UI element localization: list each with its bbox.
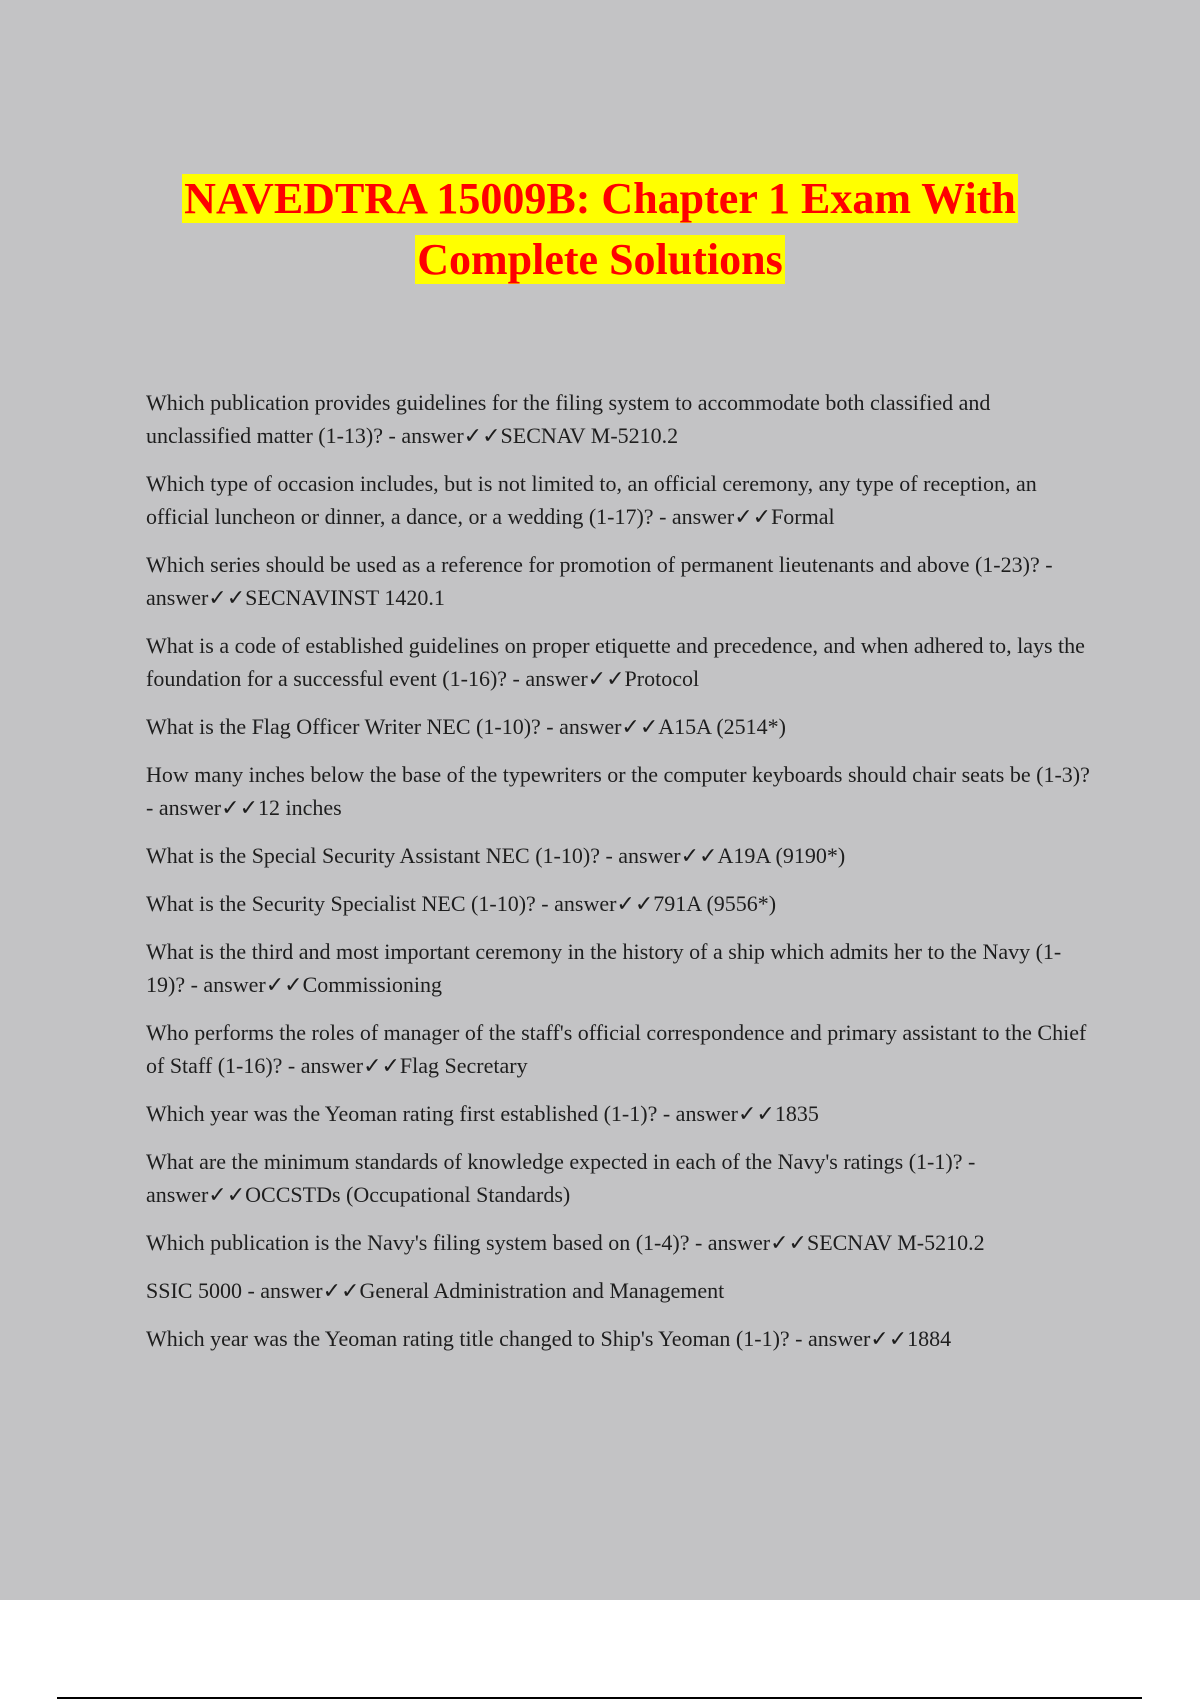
qa-item-14: SSIC 5000 - answer✓✓General Administration and Management bbox=[146, 1278, 725, 1303]
qa-item-7: What is the Special Security Assistant NEC (1-10)? - answer✓✓A19A (9190*) bbox=[146, 843, 846, 868]
title-line-1: NAVEDTRA 15009B: Chapter 1 Exam With bbox=[184, 174, 1016, 223]
qa-item-8: What is the Security Specialist NEC (1-10)? - answer✓✓791A (9556*) bbox=[146, 891, 777, 916]
qa-item-13: Which publication is the Navy's filing system based on (1-4)? - answer✓✓SECNAV M-5210.2 bbox=[146, 1230, 985, 1255]
qa-item-12: What are the minimum standards of knowledge expected in each of the Navy's ratings (1-1)? - answer✓✓OCCSTDs (Occupational Standards) bbox=[146, 1149, 976, 1207]
qa-item-10: Who performs the roles of manager of the staff's official correspondence and primary assistant to the Chief of Staff (1-16)? - answer✓✓Flag Secretary bbox=[146, 1020, 1087, 1078]
qa-item-1: Which publication provides guidelines for the filing system to accommodate both classified and unclassified matter (1-13)? - answer✓✓SECNAV M-5210.2 bbox=[146, 390, 991, 448]
qa-item-5: What is the Flag Officer Writer NEC (1-10)? - answer✓✓A15A (2514*) bbox=[146, 714, 786, 739]
qa-item-15: Which year was the Yeoman rating title changed to Ship's Yeoman (1-1)? - answer✓✓1884 bbox=[146, 1326, 952, 1351]
qa-item-2: Which type of occasion includes, but is not limited to, an official ceremony, any type of reception, an official luncheon or dinner, a dance, or a wedding (1-17)? - answer✓✓Formal bbox=[146, 471, 1037, 529]
qa-item-6: How many inches below the base of the typewriters or the computer keyboards should chair seats be (1-3)? - answer✓✓12 inches bbox=[146, 762, 1090, 820]
footer-divider bbox=[57, 1697, 1142, 1699]
qa-item-9: What is the third and most important ceremony in the history of a ship which admits her to the Navy (1-19)? - answer✓✓Commissioning bbox=[146, 939, 1062, 997]
title-line-2: Complete Solutions bbox=[417, 235, 783, 284]
qa-item-4: What is a code of established guidelines on proper etiquette and precedence, and when adhered to, lays the foundation for a successful event (1-16)? - answer✓✓Protocol bbox=[146, 633, 1085, 691]
qa-item-3: Which series should be used as a reference for promotion of permanent lieutenants and above (1-23)? - answer✓✓SECNAVINST 1420.1 bbox=[146, 552, 1053, 610]
question-answer-list bbox=[146, 386, 1090, 1370]
qa-item-11: Which year was the Yeoman rating first established (1-1)? - answer✓✓1835 bbox=[146, 1101, 819, 1126]
document-title bbox=[0, 168, 1200, 290]
